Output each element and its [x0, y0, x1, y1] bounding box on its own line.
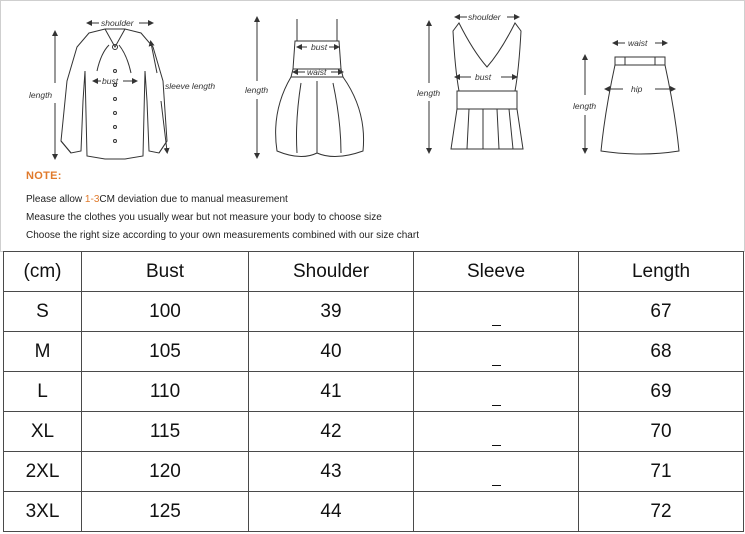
bust-cell: 105 [82, 332, 249, 372]
header-length: Length [579, 252, 744, 292]
shoulder-label-2: shoulder [468, 12, 501, 22]
note-line-choose: Choose the right size according to your own measurements combined with our size chart [26, 230, 419, 241]
size-cell: 3XL [4, 492, 82, 532]
shoulder-cell: 42 [249, 412, 414, 452]
header-unit: (cm) [4, 252, 82, 292]
shoulder-cell: 40 [249, 332, 414, 372]
sleeve-value [492, 405, 501, 406]
measurement-note [26, 170, 419, 245]
shoulder-cell: 41 [249, 372, 414, 412]
sleeve-value [492, 325, 501, 326]
sleeve-cell [414, 372, 579, 412]
header-sleeve: Sleeve [414, 252, 579, 292]
header-bust: Bust [82, 252, 249, 292]
measurement-diagram-panel [0, 0, 745, 252]
note-line1-prefix: Please allow [26, 194, 85, 205]
length-cell: 72 [579, 492, 744, 532]
note-line-measure: Measure the clothes you usually wear but not measure your body to choose size [26, 212, 382, 223]
bust-cell: 125 [82, 492, 249, 532]
sleeve-value [492, 445, 501, 446]
bust-cell: 100 [82, 292, 249, 332]
tank-top-drawing [451, 23, 523, 149]
table-row [4, 492, 744, 532]
table-header-row [4, 252, 744, 292]
sleeve-cell [414, 332, 579, 372]
skirt-drawing [601, 57, 679, 154]
bust-label-1: bust [102, 76, 119, 86]
size-cell: S [4, 292, 82, 332]
dress-drawing [276, 19, 364, 157]
note-title: NOTE: [26, 170, 62, 182]
length-cell: 71 [579, 452, 744, 492]
bust-label-3: bust [475, 72, 492, 82]
sleeve-value [492, 365, 501, 366]
length-cell: 69 [579, 372, 744, 412]
bust-cell: 120 [82, 452, 249, 492]
note-line1-range: 1-3 [84, 194, 100, 205]
length-label-4: length [573, 101, 597, 111]
length-label-2: length [245, 85, 269, 95]
size-cell: L [4, 372, 82, 412]
shoulder-cell: 39 [249, 292, 414, 332]
table-row [4, 452, 744, 492]
length-label-3: length [417, 88, 441, 98]
table-row [4, 372, 744, 412]
shoulder-label-1: shoulder [101, 18, 134, 28]
size-cell: XL [4, 412, 82, 452]
size-chart-table [3, 251, 744, 532]
bust-label-2: bust [311, 42, 328, 52]
blouse-drawing [61, 29, 167, 159]
sleeve-cell [414, 492, 579, 532]
sleeve-cell [414, 412, 579, 452]
size-cell: M [4, 332, 82, 372]
table-row [4, 292, 744, 332]
header-shoulder: Shoulder [249, 252, 414, 292]
length-cell: 70 [579, 412, 744, 452]
length-cell: 68 [579, 332, 744, 372]
table-row [4, 412, 744, 452]
sleeve-cell [414, 452, 579, 492]
table-row [4, 332, 744, 372]
shoulder-cell: 44 [249, 492, 414, 532]
sleeve-cell [414, 292, 579, 332]
bust-cell: 115 [82, 412, 249, 452]
hip-label: hip [631, 84, 643, 94]
note-line1-suffix: CM deviation due to manual measurement [99, 194, 288, 205]
note-line-deviation [26, 191, 419, 209]
sleeve-value [492, 485, 501, 486]
sleeve-length-label: sleeve length [165, 81, 216, 91]
bust-cell: 110 [82, 372, 249, 412]
size-cell: 2XL [4, 452, 82, 492]
shoulder-cell: 43 [249, 452, 414, 492]
waist-label-2: waist [628, 38, 648, 48]
length-cell: 67 [579, 292, 744, 332]
waist-label-1: waist [307, 67, 327, 77]
length-label-1: length [29, 90, 53, 100]
